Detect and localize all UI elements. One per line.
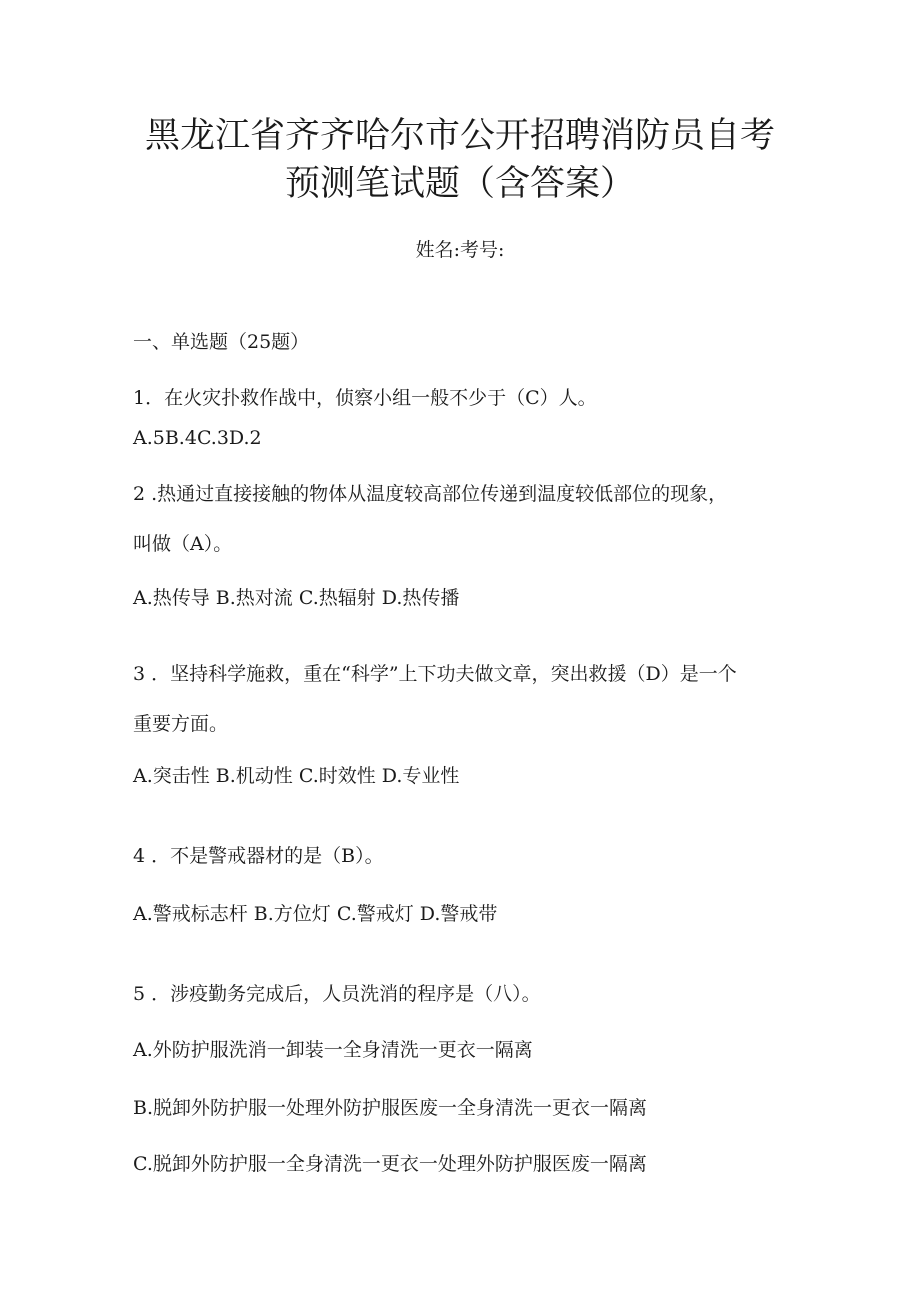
document-title-line-2: 预测笔试题（含答案） bbox=[284, 164, 635, 204]
question-3-options: A.突击性 B.机动性 C.时效性 D.专业性 bbox=[133, 765, 460, 787]
question-4-options: A.警戒标志杆 B.方位灯 C.警戒灯 D.警戒带 bbox=[133, 903, 498, 925]
question-4-text: 4 ．不是警戒器材的是（B）。 bbox=[133, 845, 384, 867]
question-3-text-line-1: 3 ．坚持科学施救，重在“科学”上下功夫做文章，突出救援（D）是一个 bbox=[133, 663, 737, 685]
document-title-line-1: 黑龙江省齐齐哈尔市公开招聘消防员自考 bbox=[144, 116, 775, 156]
question-5-option-b: B.脱卸外防护服一处理外防护服医废一全身清洗一更衣一隔离 bbox=[133, 1097, 648, 1119]
question-5-option-a: A.外防护服洗消一卸装一全身清洗一更衣一隔离 bbox=[133, 1039, 533, 1061]
question-1-text: 1．在火灾扑救作战中，侦察小组一般不少于（C）人。 bbox=[133, 387, 597, 409]
question-2-options: A.热传导 B.热对流 C.热辐射 D.热传播 bbox=[133, 587, 460, 609]
section-heading: 一、单选题（25题） bbox=[133, 331, 310, 353]
question-5-option-c: C.脱卸外防护服一全身清洗一更衣一处理外防护服医废一隔离 bbox=[133, 1153, 647, 1175]
question-2-text-line-2: 叫做（A）。 bbox=[133, 533, 233, 555]
question-3-text-line-2: 重要方面。 bbox=[133, 713, 229, 735]
name-exam-number-line: 姓名:考号: bbox=[415, 239, 505, 261]
question-2-text-line-1: 2 .热通过直接接触的物体从温度较高部位传递到温度较低部位的现象， bbox=[133, 483, 728, 505]
question-5-text: 5 ．涉疫勤务完成后，人员洗消的程序是（八）。 bbox=[133, 983, 541, 1005]
question-1-options: A.5B.4C.3D.2 bbox=[133, 427, 262, 449]
